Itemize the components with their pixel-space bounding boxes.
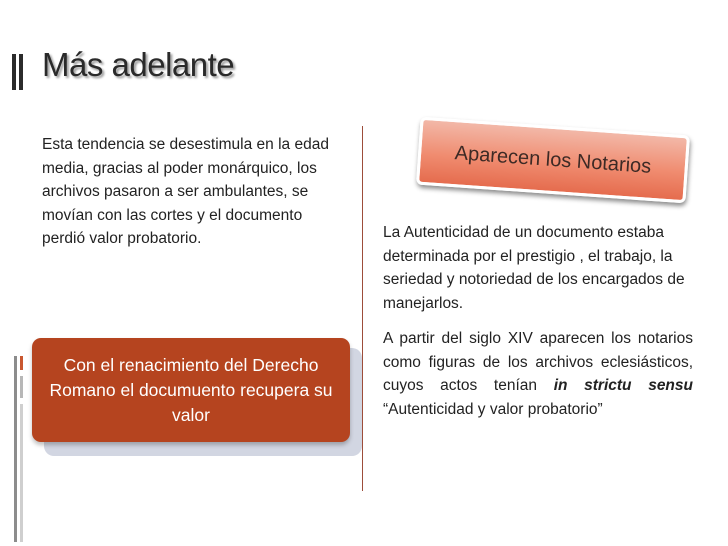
- right-paragraph-2: [383, 327, 693, 421]
- vertical-divider: [362, 126, 363, 491]
- title-bar-2: [19, 54, 23, 90]
- latin-emphasis: in strictu sensu: [553, 377, 693, 394]
- side-bar-light-1: [20, 376, 23, 398]
- title-bar-1: [12, 54, 16, 90]
- callout-text: Con el renacimiento del Derecho Romano el documuento recupera su valor: [49, 354, 333, 425]
- side-bar-orange: [20, 356, 23, 370]
- title-decoration-bars: [12, 54, 28, 90]
- side-bar-light-2: [20, 404, 23, 542]
- slide-title: Más adelante: [42, 46, 235, 83]
- left-paragraph: Esta tendencia se desestimula en la edad media, gracias al poder monárquico, los archivos pasaron a ser ambulantes, se movían con las cortes y el documento perdió valor probatorio.: [42, 136, 329, 247]
- banner-text: Aparecen los Notarios: [454, 141, 652, 178]
- side-decoration-bars: [14, 356, 28, 542]
- callout-box: [32, 338, 350, 442]
- side-bar-gray: [14, 356, 17, 542]
- right-paragraph-2-tail: “Autenticidad y valor probatorio”: [383, 400, 603, 418]
- notarios-banner: [416, 117, 690, 204]
- right-paragraph-1: La Autenticidad de un documento estaba determinada por el prestigio , el trabajo, la seriedad y notoriedad de los encargados de manejarlos.: [383, 224, 685, 312]
- right-paragraph-2-text: A partir del siglo XIV aparecen los notarios como figuras de los archivos eclesiásticos, cuyos actos tenían: [383, 330, 693, 394]
